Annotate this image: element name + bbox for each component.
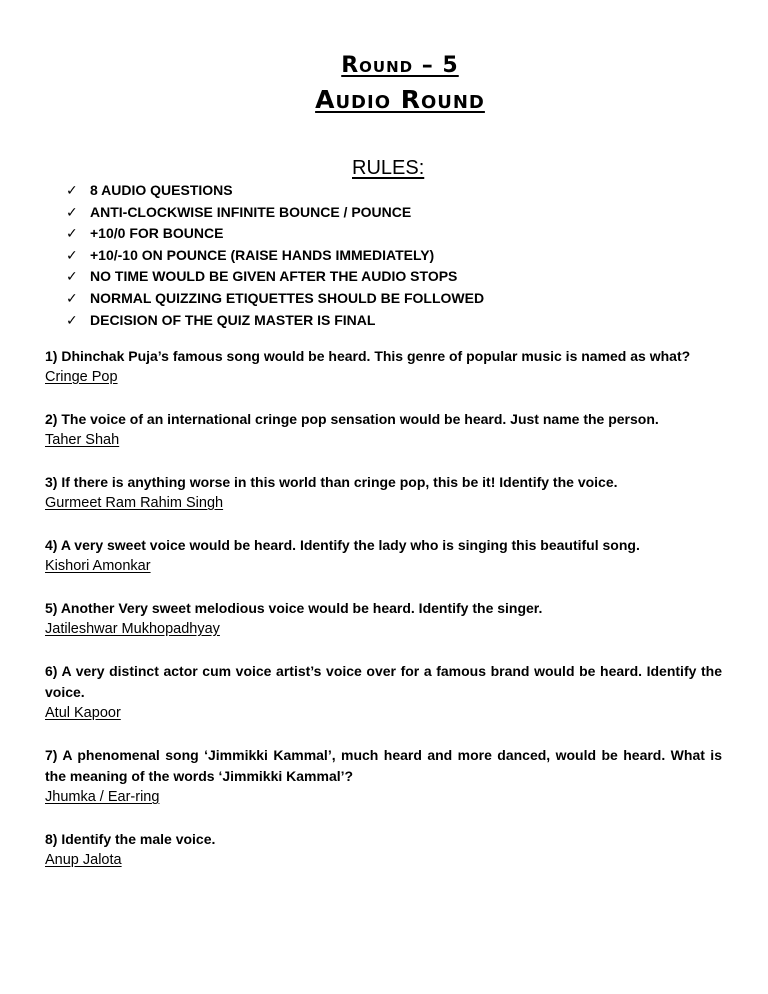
rule-item: [66, 266, 484, 288]
question-text: 5) Another Very sweet melodious voice would be heard. Identify the singer.: [45, 600, 543, 616]
rule-text: NORMAL QUIZZING ETIQUETTES SHOULD BE FOLLOWED: [90, 289, 485, 306]
question-text: 1) Dhinchak Puja’s famous song would be heard. This genre of popular music is named as what?: [45, 348, 691, 364]
question-text: 2) The voice of an international cringe pop sensation would be heard. Just name the person.: [45, 411, 659, 427]
checkmark-icon: ✓: [66, 225, 78, 242]
rule-item: [66, 180, 484, 202]
question-text: 4) A very sweet voice would be heard. Identify the lady who is singing this beautiful song.: [45, 537, 640, 553]
question-block: [45, 745, 722, 808]
answer-text: Jatileshwar Mukhopadhyay: [45, 621, 220, 637]
checkmark-icon: ✓: [66, 182, 78, 198]
round-title: Round – 5: [341, 53, 459, 78]
question-text: 3) If there is anything worse in this world than cringe pop, this be it! Identify the voice.: [45, 474, 618, 490]
answer-text: Cringe Pop: [45, 369, 118, 385]
rule-text: DECISION OF THE QUIZ MASTER IS FINAL: [90, 311, 376, 328]
rule-item: [66, 202, 484, 224]
question-block: [45, 661, 722, 724]
answer-text: Gurmeet Ram Rahim Singh: [45, 495, 224, 511]
question-block: [45, 409, 722, 451]
question-block: [45, 535, 722, 577]
rule-text: +10/-10 ON POUNCE (RAISE HANDS IMMEDIATELY): [90, 246, 435, 263]
answer-text: Kishori Amonkar: [45, 558, 151, 574]
rule-item: [66, 223, 484, 245]
checkmark-icon: ✓: [66, 268, 78, 285]
rule-item: [66, 245, 484, 267]
question-block: [45, 472, 722, 514]
rule-item: [66, 310, 484, 332]
checkmark-icon: ✓: [66, 246, 78, 263]
rule-text: 8 AUDIO QUESTIONS: [90, 182, 233, 198]
rules-heading: RULES:: [352, 157, 425, 179]
answer-text: Atul Kapoor: [45, 705, 121, 721]
question-block: [45, 829, 722, 871]
questions-section: [45, 346, 722, 892]
question-text: 6) A very distinct actor cum voice artist’s voice over for a famous brand would be heard. Identify the voice.: [45, 663, 722, 700]
rules-list: [66, 180, 484, 331]
checkmark-icon: ✓: [66, 289, 78, 306]
checkmark-icon: ✓: [66, 311, 78, 328]
checkmark-icon: ✓: [66, 203, 78, 220]
answer-text: Anup Jalota: [45, 852, 122, 868]
rule-item: [66, 288, 484, 310]
rule-text: NO TIME WOULD BE GIVEN AFTER THE AUDIO STOPS: [90, 268, 458, 285]
round-name-title: Audio Round: [315, 85, 485, 114]
question-text: 7) A phenomenal song ‘Jimmikki Kammal’, much heard and more danced, would be heard. What is the meaning of the words ‘Jimmikki Kammal’?: [45, 747, 722, 784]
rule-text: +10/0 FOR BOUNCE: [90, 225, 224, 242]
question-block: [45, 598, 722, 640]
question-text: 8) Identify the male voice.: [45, 831, 216, 847]
answer-text: Taher Shah: [45, 432, 120, 448]
question-block: [45, 346, 722, 388]
answer-text: Jhumka / Ear-ring: [45, 789, 160, 805]
rule-text: ANTI-CLOCKWISE INFINITE BOUNCE / POUNCE: [90, 203, 412, 220]
